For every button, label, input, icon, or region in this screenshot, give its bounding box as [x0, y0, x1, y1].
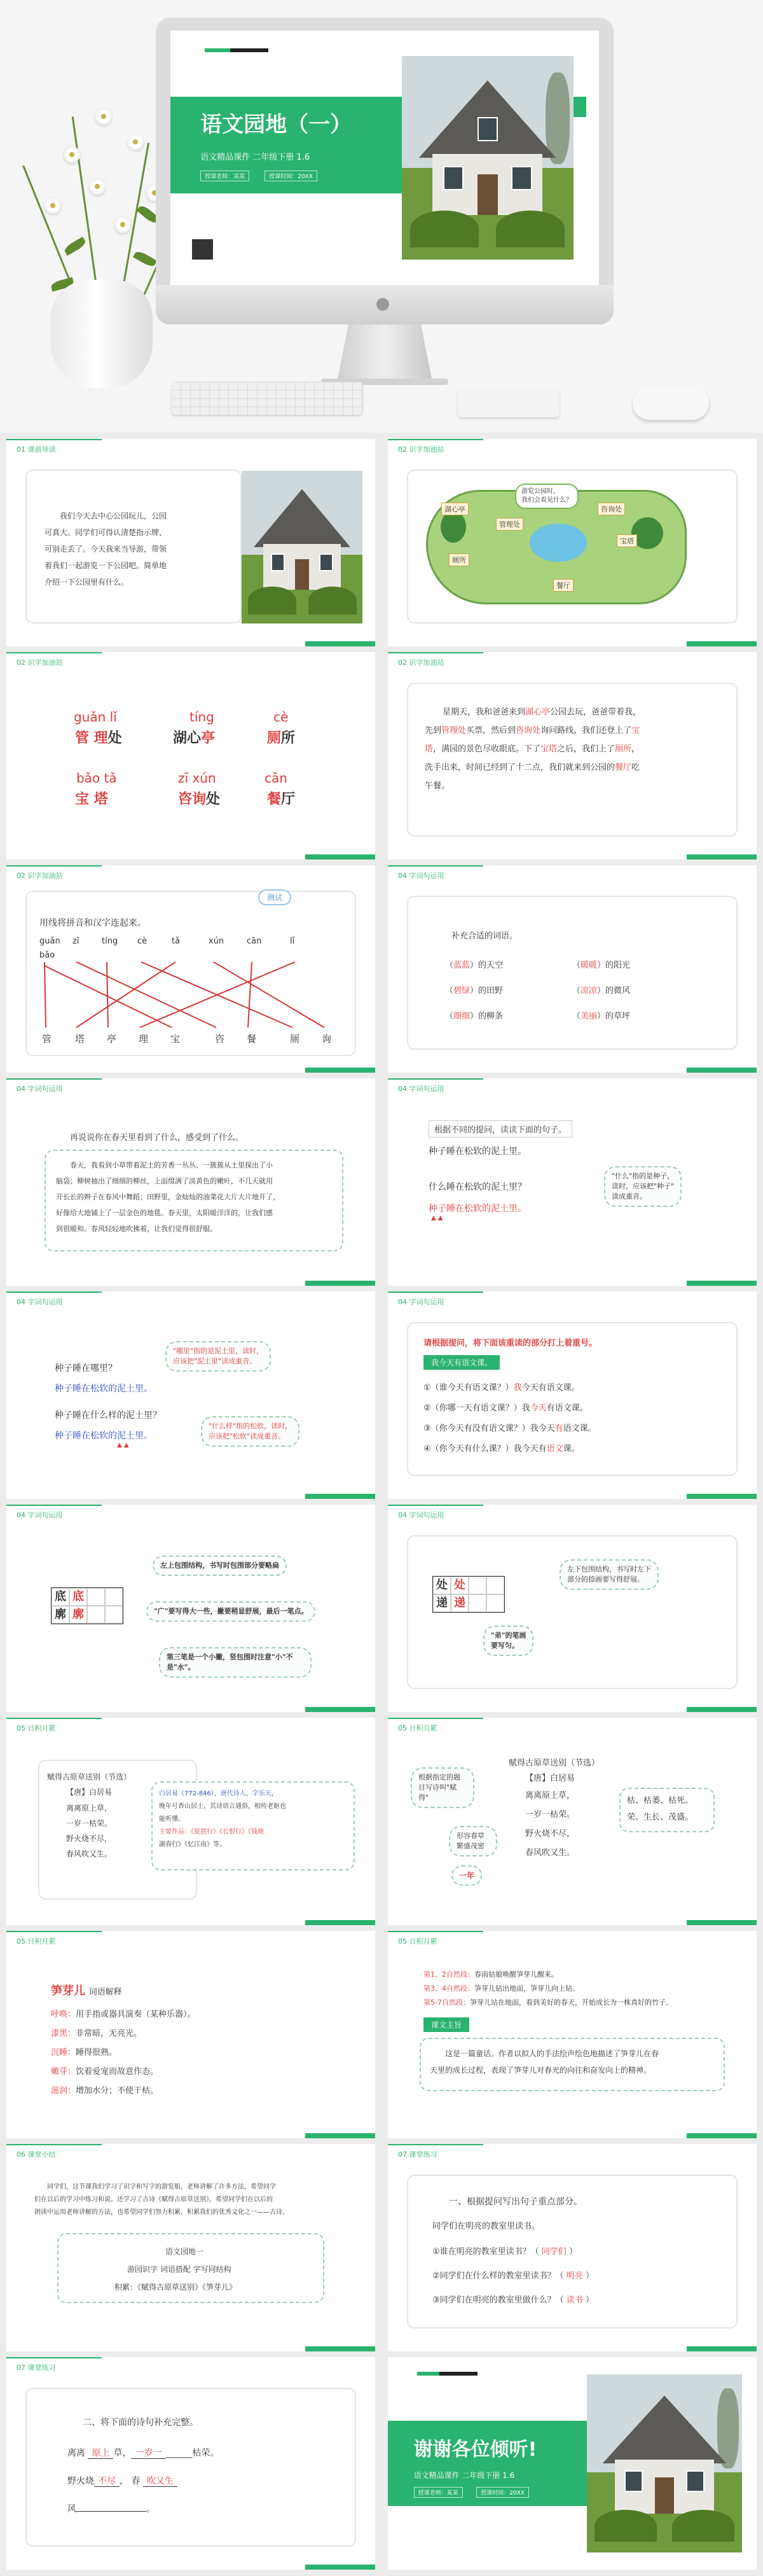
slide-tag: 07 课堂练习: [398, 2150, 437, 2159]
item: ④（你今天有什么课？）我今天有语文课。: [423, 1444, 580, 1454]
slide-15: 05 日积月累 笋芽儿 词语解释 呼唤：用手指或器具演奏（某种乐器）。 漆黑：非常暗，无亮光。 沉睡：睡得很熟。 嫩芽：饮着爱宠而故意作态。 滋润：增加水分；不使干枯。: [6, 1931, 375, 2138]
slide-14: 05 日积月累 根据指定的题目写诗叫"赋得" 赋得古原草送别（节选） 【唐】白居易 离离原上草， 一岁一枯荣。 野火烧不尽， 春风吹又生。 形容春草繁盛茂密 一年 枯、枯萎、枯死。 荣、生长、茂盛。: [388, 1718, 757, 1925]
word-canting: 餐厅: [267, 791, 296, 807]
word-huxinting: 湖心亭: [173, 730, 216, 746]
word-cesuo: 厕所: [267, 730, 296, 746]
stress-marks: ▲ ▲: [117, 1442, 129, 1449]
ending-subtitle: 语文精品课件 二年级下册 1.6: [413, 2471, 515, 2481]
word-baota: 宝 塔: [75, 791, 108, 807]
slide-tag: 05 日积月累: [398, 1937, 437, 1946]
poem-line: 野火烧 不尽 ， 春 吹又生: [67, 2474, 177, 2487]
exercise-prompt: 根据不同的提问，读读下面的句子。: [429, 1120, 572, 1138]
cover-slide: [170, 31, 599, 285]
slide-10: [388, 1291, 757, 1499]
map-label: 管理处: [496, 518, 523, 531]
map-label: 湖心亭: [441, 503, 469, 515]
cover-title: 语文园地（一）: [200, 112, 352, 137]
slide-tag: 02 识字加油站: [17, 658, 63, 667]
exercise-prompt: 再说说你在春天里看到了什么，感受到了什么。: [70, 1133, 244, 1143]
slide-tag: 05 日积月累: [398, 1724, 437, 1732]
hint-cloud: "什么"指的是种子， 读时，应该把"种子" 读成重音。: [604, 1166, 682, 1207]
cover-teacher: 授课老师：某某: [200, 171, 249, 181]
writing-grid: 处 处 递 递: [432, 1576, 505, 1613]
slide-tag: 06 课堂小结: [17, 2150, 56, 2159]
slide-tag: 02 识字加油站: [398, 658, 444, 667]
white-vase: [51, 280, 153, 388]
item: ②（你哪一天有语文课？）我今天有语文课。: [423, 1403, 588, 1413]
note-cloud: 左下包围结构，书写时左下 部分的捺画要写得舒展。: [560, 1559, 659, 1590]
map-label: 厕所: [449, 553, 469, 566]
slide-16: 05 日积月累 第1、2自然段：春雨姑娘唤醒笋芽儿醒来。 第3、4自然段：笋芽儿钻出地面，笋芽儿向上钻。 第5-7自然段：笋芽儿站在地面，看到美好的春天，开始成长为一株真好的竹子。 课文主旨 这是一篇童话。作者以拟人的手法绘声绘色地描述了笋芽儿在春 天里的成长过程，表现了笋芽儿对春光的向往和奋发向上的精神。: [388, 1931, 757, 2138]
slide-13: 05 日积月累 赋得古原草送别（节选） 【唐】白居易 离离原上草， 一岁一枯荣。 野火烧不尽， 春风吹又生。 白居易（772-846），唐代诗人，字乐天， 晚年号香山居士，其诗语言通俗，相传老妪也 能听懂。 主要作品：《琵琶行》《长恨行》《钱塘 湖春行》《忆江南》等。: [6, 1718, 375, 1925]
note-cloud: 一年: [451, 1865, 482, 1886]
sign-bubble: 游览公园时， 我们会看见什么？: [515, 484, 579, 509]
stress-marks: ▲ ▲: [431, 1215, 443, 1222]
slide-tag: 04 字词句运用: [398, 1298, 444, 1306]
slide-tag: 01 课前导读: [17, 445, 56, 454]
word-row: （细细）的柳条: [445, 1012, 504, 1021]
poem-line: 风 。: [67, 2504, 155, 2514]
house-photo: [402, 56, 574, 260]
word-row: （碧绿）的田野: [445, 986, 504, 996]
slide-03: 02 识字加油站 guǎn lǐ 管 理处 tíng 湖心亭 cè 厕所 bǎo tǎ 宝 塔 zī xún 咨询处 cān 餐厅: [6, 652, 375, 860]
slide-08: 04 字词句运用 根据不同的提问，读读下面的句子。 种子睡在松软的泥土里。 什么睡在松软的泥土里？ 种子睡在松软的泥土里。 ▲ ▲ "什么"指的是种子， 读时，应该把"种子" 读成重音。: [388, 1078, 757, 1286]
slide-07: [6, 1078, 375, 1286]
note-cloud: 形容春草繁盛茂密: [449, 1826, 497, 1856]
slide-tag: 04 字词句运用: [398, 1085, 444, 1093]
slide-17: 06 课堂小结 同学们，这节课我们学习了识字和写字的游览船，老师讲解了许多方法，希望同学 们在以后的学习中练习和说。还学习了古诗《赋得古原草送别》，希望同学们在以后的 朗读中运用老师讲解的方法，也希望同学们努力积累，积累我们的优秀文化之一——古诗。 语文园地一 游园识字 词语搭配 字写同结构 积累：《赋得古原草送别》《笋芽儿》: [6, 2144, 375, 2351]
slide-tag: 07 课堂练习: [17, 2364, 56, 2372]
summary: 这是一篇童话。作者以拟人的手法绘声绘色地描述了笋芽儿在春 天里的成长过程，表现了笋芽儿对春光的向往和奋发向上的精神。: [430, 2049, 659, 2075]
word-row: （美丽）的草坪: [572, 1012, 631, 1021]
slide-06: [388, 865, 757, 1073]
ending-date: 授课时间：20XX: [476, 2487, 529, 2498]
poet-bio: 白居易（772-846），唐代诗人，字乐天， 晚年号香山居士，其诗语言通俗，相传老妪也 能听懂。 主要作品：《琵琶行》《长恨行》《钱塘 湖春行》《忆江南》等。: [159, 1790, 286, 1848]
trackpad: [458, 389, 560, 417]
poem: 离离原上草， 一岁一枯荣。 野火烧不尽， 春风吹又生。: [525, 1791, 575, 1858]
keyboard: [172, 382, 362, 415]
vocab-heading: 笋芽儿 词语解释: [51, 1984, 122, 1998]
hint-cloud: "什么样"指的松软，读时， 应该把"松软"读成重音。: [201, 1416, 299, 1447]
hint-cloud: "哪里"指的是泥土里，读时， 应该把"泥土里"读成重音。: [165, 1341, 271, 1372]
slide-12: [388, 1505, 757, 1712]
word-row: （蓝蓝）的天空: [445, 961, 504, 970]
slide-tag: 04 字词句运用: [398, 872, 444, 880]
word-row: （凉凉）的微风: [572, 986, 631, 996]
slide-18: 07 课堂练习 一、根据提问写出句子重点部分。 同学们在明亮的教室里读书。 ①谁在明亮的教室里读书？（ 同学们 ） ②同学们在什么样的教室里读书？（ 明亮 ） ③同学们在明亮的教室里做什么？（ 读书 ）: [388, 2144, 757, 2351]
note-cloud: 第三笔是一个小撇，竖包围时注意"小"不是"水"。: [159, 1647, 312, 1678]
model-sentence: 我今天有语文课。: [423, 1355, 500, 1370]
intro-text: 我们今天去中心公园玩儿，公园 可真大。同学们可得认清楚指示牌， 可别走丢了。今天我来当导游，带领 着我们一起游览一下公园吧。简单地 介绍一下公园里有什么。: [45, 512, 167, 587]
house-photo: [587, 2374, 742, 2553]
exercise-prompt: 一、根据提问写出句子重点部分。: [449, 2197, 582, 2207]
summary-text: 同学们，这节课我们学习了识字和写字的游览船，老师讲解了许多方法，希望同学 们在以后的学习中练习和说。还学习了古诗《赋得古原草送别》，希望同学们在以后的 朗读中运用老师讲解的方法，也希望同学们努力积累，积累我们的优秀文化之一——古诗。: [34, 2183, 289, 2216]
word-row: （暖暖）的阳光: [572, 961, 631, 970]
poem-line: 离离 原上 草， 一岁一 ______枯荣。: [67, 2448, 219, 2458]
slide-05: 02 识字加油站 测试 用线将拼音和汉字连起来。 guǎn zī tíng cè tǎ xún cān lǐ bǎo 管 塔 亭 理 宝 咨 餐 厕 询: [6, 865, 375, 1073]
note-cloud: 根据指定的题目写诗叫"赋得": [411, 1767, 474, 1808]
slide-11: [6, 1505, 375, 1712]
ending-slide: [388, 2357, 757, 2570]
word-zixunchu: 咨询处: [178, 791, 221, 807]
writing-grid: 底 底 廓 廓: [51, 1587, 123, 1624]
topic-label: 课文主旨: [423, 2017, 469, 2032]
note-cloud: "弟"的笔画 要写匀。: [483, 1626, 533, 1656]
slide-04: [388, 652, 757, 860]
map-label: 咨询处: [598, 503, 625, 515]
story-paragraph: 星期天，我和爸爸来到湖心亭公园去玩，爸爸带着我， 先到管理处买票，然后到咨询处询问路线，我们还登上了宝 塔，满园的景色尽收眼底。下了宝塔之后，我们上了厕所， 洗手出来，时间已经到了十二点，我们就来到公园的餐厅吃 午餐。: [425, 707, 642, 791]
slide-tag: 05 日积月累: [17, 1724, 56, 1732]
map-label: 宝塔: [617, 534, 637, 547]
map-label: 餐厅: [553, 579, 574, 592]
item: ③（你今天有没有语文课？）我今天有语文课。: [423, 1424, 596, 1433]
slide-tag: 04 字词句运用: [17, 1298, 63, 1306]
slide-tag: 04 字词句运用: [17, 1511, 63, 1519]
slide-20-ending: [388, 2357, 757, 2570]
slide-tag: 02 识字加油站: [398, 445, 444, 454]
slide-tag: 02 识字加油站: [17, 872, 63, 880]
exercise-prompt: 请根据提问，将下面该重读的部分打上着重号。: [423, 1339, 598, 1348]
ending-title: 谢谢各位倾听!: [413, 2439, 537, 2461]
ending-teacher: 授课老师：某某: [414, 2487, 463, 2498]
word-meanings: 枯、枯萎、枯死。 荣、生长、茂盛。: [627, 1796, 694, 1822]
imac-screen: [170, 31, 599, 285]
slide-tag: 05 日积月累: [17, 1937, 56, 1946]
note-cloud: "广"要写得大一些，撇要稍显舒展，最后一笔点。: [146, 1601, 315, 1622]
word-guanli: 管 理处: [75, 730, 122, 746]
mouse: [633, 387, 709, 420]
spring-paragraph: 春天，我看到小草带着泥土的芳香一丛丛、一簇簇从土里探出了小 脑袋；柳树抽出了细细的柳丝，上面缀满了淡黄色的嫩叶，不几天就用 开长长的辫子在春风中舞蹈；田野里，金灿灿的油菜花大片大片地开了， 好像给大地铺上了一层金色的地毯。春天里，太阳暖洋洋的，让我们感 到很暖和。春风轻轻地吹拂着，让我们觉得很舒服。: [56, 1161, 280, 1233]
exercise-prompt: 补充合适的词语。: [451, 931, 518, 941]
cover-date: 授课时间：20XX: [265, 171, 317, 181]
slide-tag: 04 字词句运用: [17, 1085, 63, 1093]
exercise-prompt: 二、将下面的诗句补充完整。: [83, 2418, 198, 2428]
cover-subtitle: 语文精品课件 二年级下册 1.6: [200, 153, 310, 162]
apple-logo-icon: ●: [375, 294, 390, 313]
note-cloud: 左上包围结构，书写时包围部分要略扁: [153, 1556, 287, 1576]
hero-mockup: [0, 0, 763, 433]
slide-09: 04 字词句运用 种子睡在哪里？ 种子睡在松软的泥土里。 种子睡在什么样的泥土里？ 种子睡在松软的泥土里。 ▲ ▲ "哪里"指的是泥土里，读时， 应该把"泥土里"读成重音。 "什么样"指的松软，读时， 应该把"松软"读成重音。: [6, 1291, 375, 1499]
exercise-prompt: 用线将拼音和汉字连起来。: [39, 918, 146, 928]
slide-01: [6, 439, 375, 646]
item: ①（谁今天有语文课？）我今天有语文课。: [423, 1383, 580, 1393]
poem: 离离原上草， 一岁一枯荣。 野火烧不尽， 春风吹又生。: [66, 1804, 113, 1858]
test-badge: 测试: [258, 889, 291, 905]
house-photo: [242, 471, 362, 623]
slide-02: [388, 439, 757, 646]
slide-tag: 04 字词句运用: [398, 1511, 444, 1519]
match-lines: [38, 961, 331, 1031]
slide-19: [6, 2357, 375, 2570]
